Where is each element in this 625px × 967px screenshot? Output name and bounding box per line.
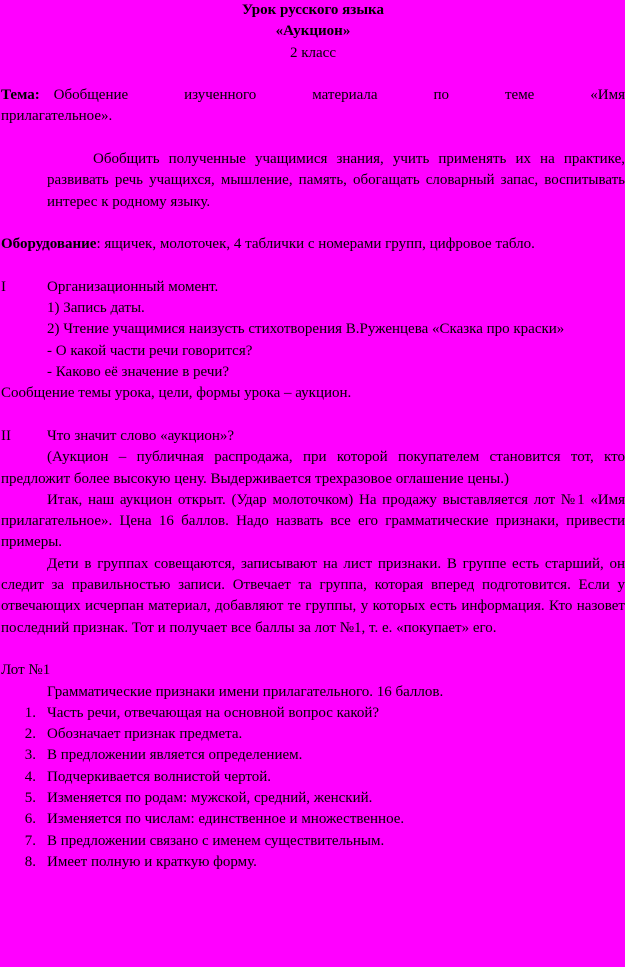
section-1-item: - О какой части речи говорится? <box>47 342 253 359</box>
list-item <box>1 703 625 724</box>
section-1-item: 1) Запись даты. <box>47 300 145 317</box>
topic-text: Обобщение изученного материала по теме «Имя прилагательное». <box>1 87 625 125</box>
list-item-text: Изменяется по числам: единственное и множественное. <box>47 811 405 828</box>
list-item <box>1 767 625 788</box>
goal-text: Обобщить полученные учащимися знания, учить применять их на практике, развивать речь учащихся, мышление, память, обогащать словарный запас, воспитывать интерес к родному языку. <box>47 151 625 210</box>
equipment-paragraph <box>1 234 625 255</box>
section-2-paragraph: Итак, наш аукцион открыт. (Удар молоточком) На продажу выставляется лот №1 «Имя прилагательное». Цена 16 баллов. Надо назвать все его грамматические признаки, привести примеры. <box>1 491 625 551</box>
topic-paragraph <box>1 85 625 128</box>
list-item-text: Подчеркивается волнистой чертой. <box>47 768 272 785</box>
section-2-paragraph: Дети в группах совещаются, записывают на лист признаки. В группе есть старший, он следит за правильностью записи. Отвечает та группа, которая вперед подготовится. Если у отвечающих исчерпан материал, добавляют те группы, у которых есть информация. Кто назовет последний признак. Тот и получает все баллы за лот №1, т. е. «покупает» его. <box>1 555 625 636</box>
section-1-title: Организационный момент. <box>47 278 219 295</box>
list-item-number: 3. <box>24 747 36 764</box>
list-item <box>1 745 625 766</box>
list-item <box>1 809 625 830</box>
equipment-text: : ящичек, молоточек, 4 таблички с номерами групп, цифровое табло. <box>96 236 535 253</box>
lot-heading: Грамматические признаки имени прилагательного. 16 баллов. <box>47 683 444 700</box>
lesson-title: Урок русского языка <box>242 2 384 18</box>
spacer <box>1 128 625 149</box>
section-1-heading <box>1 277 625 298</box>
list-item-number: 7. <box>24 832 36 849</box>
section-1-announcement: Сообщение темы урока, цели, формы урока – аукцион. <box>1 385 352 402</box>
spacer <box>1 405 625 426</box>
lot-label: Лот №1 <box>1 662 51 679</box>
list-item-number: 8. <box>24 853 36 870</box>
list-item <box>1 852 625 873</box>
list-item <box>1 724 625 745</box>
equipment-label: Оборудование <box>1 236 97 253</box>
section-2-number: II <box>1 427 11 444</box>
goal-paragraph <box>1 149 625 213</box>
list-item-text: Изменяется по родам: мужской, средний, женский. <box>47 789 373 806</box>
list-item <box>1 788 625 809</box>
spacer <box>1 639 625 660</box>
topic-label: Тема: <box>1 87 40 104</box>
goal-label <box>1 149 93 170</box>
section-1-item: 2) Чтение учащимися наизусть стихотворения В.Руженцева «Сказка про краски» <box>47 321 565 338</box>
list-item-number: 5. <box>24 789 36 806</box>
list-item-number: 1. <box>24 704 36 721</box>
list-item-text: Часть речи, отвечающая на основной вопрос какой? <box>47 704 380 721</box>
spacer <box>1 213 625 234</box>
section-2-title: Что значит слово «аукцион»? <box>47 427 235 444</box>
list-item <box>1 831 625 852</box>
list-item-text: Имеет полную и краткую форму. <box>47 853 257 870</box>
lesson-subtitle: «Аукцион» <box>275 23 351 40</box>
list-item-number: 4. <box>24 768 36 785</box>
list-item-text: Обозначает признак предмета. <box>47 726 243 743</box>
list-item-number: 2. <box>24 726 36 743</box>
section-2-paragraph: (Аукцион – публичная распродажа, при которой покупателем становится тот, кто предложит более высокую цену. Выдерживается трехразовое оглашение цены.) <box>1 449 625 487</box>
spacer <box>1 256 625 277</box>
section-1-item: - Каково её значение в речи? <box>47 364 230 381</box>
features-list <box>1 703 625 873</box>
spacer <box>1 64 625 85</box>
section-1-number: I <box>1 278 6 295</box>
lesson-grade: 2 класс <box>290 44 336 61</box>
section-2-heading <box>1 426 625 447</box>
list-item-number: 6. <box>24 811 36 828</box>
list-item-text: В предложении связано с именем существительным. <box>47 832 385 849</box>
document-page <box>1 0 625 873</box>
list-item-text: В предложении является определением. <box>47 747 303 764</box>
